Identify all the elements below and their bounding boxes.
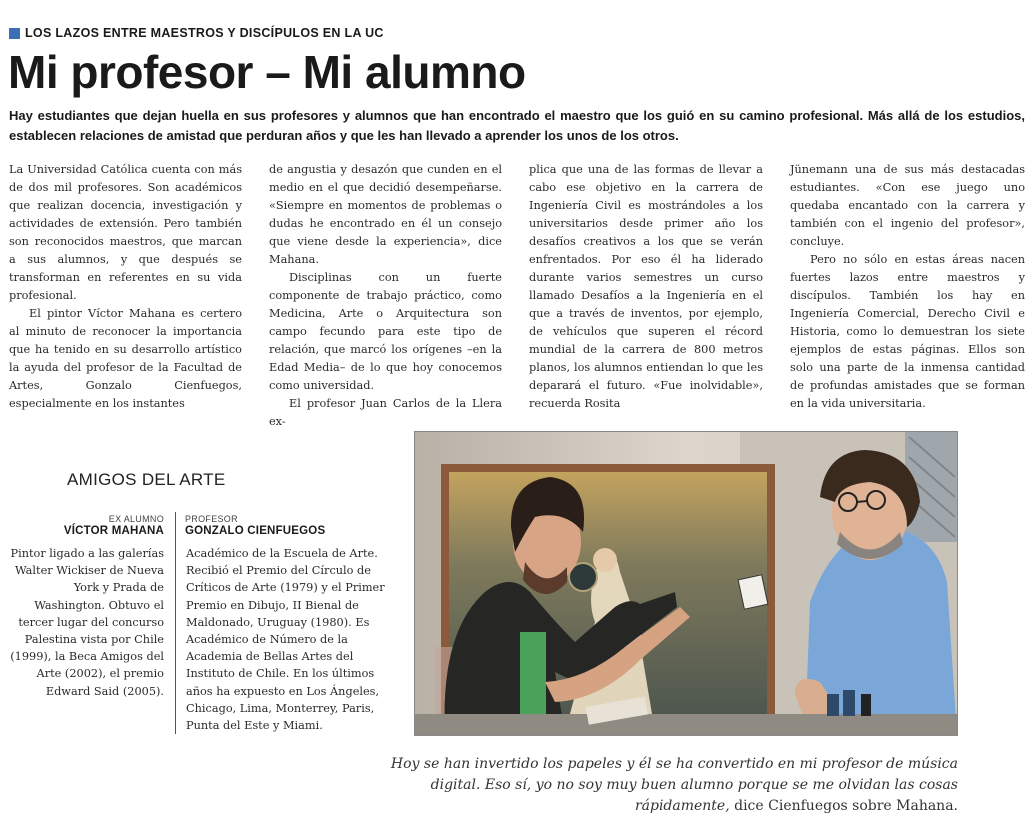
paragraph: Pero no sólo en estas áreas nacen fuertes lazos entre maestros y discípulos. También los hay en Ingeniería Comercial, Derecho Civil e Historia, como lo demuestran los siete ejemplos de estas páginas. Ellos son solo una parte de la inmensa cantidad de profundas amistades que se forman en la vida universitaria.	[790, 253, 1025, 410]
professor-name: GONZALO CIENFUEGOS	[185, 525, 326, 537]
caption-attribution: dice Cienfuegos sobre Mahana.	[729, 798, 958, 814]
body-column-4	[790, 161, 1025, 413]
sidebar-divider	[175, 512, 176, 734]
photo-professor-and-student	[414, 431, 958, 736]
paragraph: El profesor Juan Carlos de la Llera ex-	[269, 397, 502, 428]
sidebar-title: AMIGOS DEL ARTE	[67, 470, 226, 489]
professor-bio: Académico de la Escuela de Arte. Recibió el Premio del Círculo de Críticos de Arte (1979) y el Primer Premio en Dibujo, II Bienal de Maldonado, Uruguay (1980). Es Académico de Número de la Academia de Bellas Artes del Instituto de Chile. En los últimos años ha expuesto en Los Ángeles, Chicago, Lima, Monterrey, Paris, Punta del Este y Miami.	[186, 547, 385, 733]
body-column-3	[529, 161, 763, 413]
body-column-2	[269, 161, 502, 431]
professor-role: PROFESOR	[185, 514, 238, 524]
headline: Mi profesor – Mi alumno	[8, 46, 526, 98]
paragraph: de angustia y desazón que cunden en el medio en el que decidió desempeñarse. «Siempre en momentos de problemas o dudas he encontrado en él un consejo que viene desde la experiencia», dice Mahana.	[269, 163, 502, 266]
former-student-role: EX ALUMNO	[108, 514, 164, 524]
body-column-1	[9, 161, 242, 413]
paragraph: Jünemann una de sus más destacadas estudiantes. «Con ese juego uno quedaba encantado con la carrera y también con el ingenio del profesor», concluye.	[790, 163, 1025, 248]
lede: Hay estudiantes que dejan huella en sus profesores y alumnos que han encontrado el maestro que los guió en su camino profesional. Más allá de los estudios, establecen relaciones de amistad que perduran años y que les han llevado a aprender los unos de los otros.	[9, 108, 1025, 143]
kicker-square-icon	[9, 28, 20, 39]
paragraph: plica que una de las formas de llevar a cabo ese objetivo en la carrera de Ingeniería Civil es mostrándoles a los universitarios desde primer año los desafíos creativos a los que se verán enfrentados. Por eso él ha liderado durante varios semestres un curso llamado Desafíos a la Ingeniería en el que a través de inventos, por ejemplo, de vehículos que superen el récord mundial de la carrera de 800 metros planos, los alumnos entiendan lo que les deparará el futuro. «Fue inolvidable», recuerda Rosita	[529, 163, 763, 410]
photo-caption	[338, 754, 958, 817]
former-student-heading	[64, 514, 164, 537]
former-student-name: VÍCTOR MAHANA	[63, 525, 164, 537]
caption-quote: Hoy se han invertido los papeles y él se ha convertido en mi profesor de música digital. Eso sí, yo no soy muy buen alumno porque se me olvidan las cosas rápidamente,	[390, 756, 958, 814]
professor-heading	[185, 514, 325, 537]
kicker-text: LOS LAZOS ENTRE MAESTROS Y DISCÍPULOS EN LA UC	[25, 26, 384, 40]
kicker	[9, 26, 384, 40]
former-student-bio: Pintor ligado a las galerías Walter Wickiser de Nueva York y Prada de Washington. Obtuvo el tercer lugar del concurso Palestina vista por Chile (1999), la Beca Amigos del Arte (2002), el premio Edward Said (2005).	[10, 547, 164, 698]
paragraph: Disciplinas con un fuerte componente de trabajo práctico, como Medicina, Arte o Arquitectura son campo fecundo para este tipo de relación, que marcó los orígenes –en la Edad Media– de lo que hoy conocemos como universidad.	[269, 271, 502, 392]
paragraph: El pintor Víctor Mahana es certero al minuto de reconocer la importancia que ha tenido en su desarrollo artístico la ayuda del profesor de la Facultad de Artes, Gonzalo Cienfuegos, especialmente en los instantes	[9, 307, 242, 410]
paragraph: La Universidad Católica cuenta con más de dos mil profesores. Son académicos que realizan docencia, investigación y actividades de extensión. Pero también son reconocidos maestros, que marcan a sus alumnos, y que después se transforman en referentes en su vida profesional.	[9, 163, 242, 302]
